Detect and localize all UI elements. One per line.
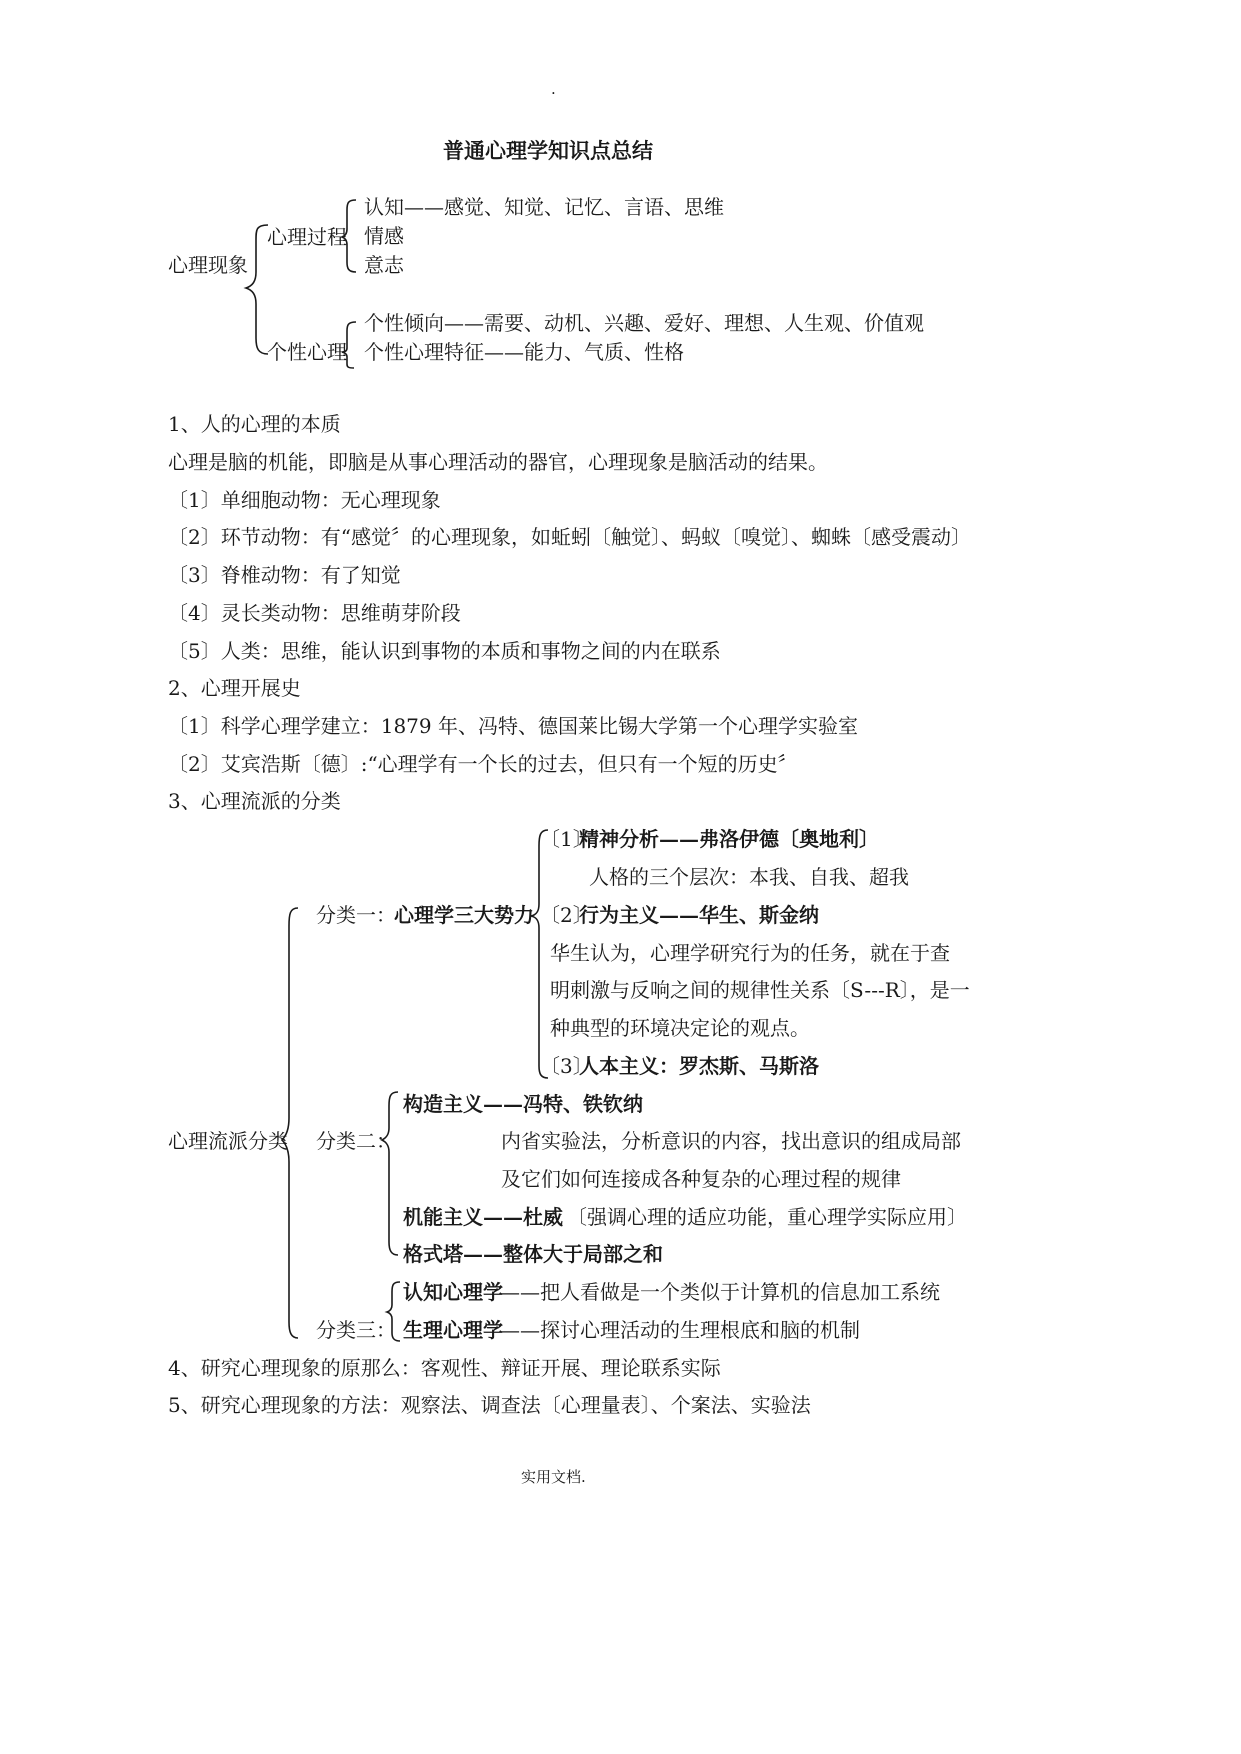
cat1-item2-desc: 明刺激与反响之间的规律性关系〔S---R〕，是一 (550, 978, 970, 1002)
cat1-item2-title: 行为主义——华生、斯金纳 (579, 903, 819, 927)
cat1-prefix: 分类一： (316, 903, 396, 927)
section3-heading: 3、心理流派的分类 (168, 789, 341, 813)
cat3-item1-desc: ——把人看做是一个类似于计算机的信息加工系统 (500, 1280, 940, 1304)
cat2-prefix: 分类二： (316, 1129, 396, 1153)
tree1-personality-item: 个性心理特征——能力、气质、性格 (364, 340, 684, 364)
cat1-item3-title: 人本主义：罗杰斯、马斯洛 (579, 1054, 819, 1078)
section2-heading: 2、心理开展史 (168, 676, 301, 700)
cat2-item2-note: 〔强调心理的适应功能，重心理学实际应用〕 (567, 1205, 967, 1229)
brace-cat1 (531, 830, 548, 1078)
section1-item: 〔3〕脊椎动物：有了知觉 (168, 563, 401, 587)
section1-item: 〔1〕单细胞动物：无心理现象 (168, 488, 441, 512)
section1-item: 〔5〕人类：思维，能认识到事物的本质和事物之间的内在联系 (168, 639, 721, 663)
cat1-item1-num: 〔1〕 (540, 827, 593, 851)
cat2-item1-desc: 及它们如何连接成各种复杂的心理过程的规律 (501, 1167, 901, 1191)
cat1-item2-desc: 种典型的环境决定论的观点。 (550, 1016, 810, 1040)
cat1-item1-desc: 人格的三个层次：本我、自我、超我 (589, 865, 909, 889)
brace-root-tree1 (246, 225, 268, 354)
cat1-item3-num: 〔3〕 (540, 1054, 593, 1078)
section1-item: 〔4〕灵长类动物：思维萌芽阶段 (168, 601, 461, 625)
cat2-item3-title: 格式塔——整体大于局部之和 (403, 1242, 663, 1266)
tree1-process-item: 情感 (364, 224, 404, 248)
section1-heading: 1、人的心理的本质 (168, 412, 341, 436)
cat2-item1-title: 构造主义——冯特、铁钦纳 (403, 1092, 643, 1116)
cat3-item2-desc: ——探讨心理活动的生理根底和脑的机制 (500, 1318, 860, 1342)
tree1-process-item: 意志 (364, 253, 404, 277)
brace-root-sec3 (282, 908, 298, 1338)
section1-intro: 心理是脑的机能，即脑是从事心理活动的器官，心理现象是脑活动的结果。 (168, 450, 828, 474)
cat1-item2-num: 〔2〕 (540, 903, 593, 927)
page-title: 普通心理学知识点总结 (443, 138, 653, 163)
cat3-item1-title: 认知心理学 (403, 1280, 503, 1304)
header-dot: . (551, 80, 556, 98)
cat1-item1-title: 精神分析——弗洛伊德〔奥地利〕 (579, 827, 879, 851)
brace-cat2 (382, 1092, 398, 1255)
cat3-prefix: 分类三： (316, 1318, 396, 1342)
cat3-item2-title: 生理心理学 (403, 1318, 503, 1342)
section1-item: 〔2〕环节动物：有“感觉〞的心理现象，如蚯蚓〔触觉〕、蚂蚁〔嗅觉〕、蜘蛛〔感受震动〕 (168, 525, 971, 549)
page-footer: 实用文档. (521, 1468, 586, 1486)
section5-text: 5、研究心理现象的方法：观察法、调查法〔心理量表〕、个案法、实验法 (168, 1393, 811, 1417)
cat2-item2-title: 机能主义——杜威 (403, 1205, 563, 1229)
tree1-process-label: 心理过程 (267, 225, 347, 249)
tree1-root: 心理现象 (168, 253, 248, 277)
tree1-process-item: 认知——感觉、知觉、记忆、言语、思维 (364, 195, 724, 219)
section3-root: 心理流派分类 (168, 1129, 288, 1153)
cat1-label: 心理学三大势力 (394, 903, 534, 927)
section2-item: 〔2〕艾宾浩斯〔德〕:“心理学有一个长的过去，但只有一个短的历史〞 (168, 752, 798, 776)
cat2-item1-desc: 内省实验法，分析意识的内容，找出意识的组成局部 (501, 1129, 961, 1153)
section2-item: 〔1〕科学心理学建立：1879 年、冯特、德国莱比锡大学第一个心理学实验室 (168, 714, 858, 738)
section4-text: 4、研究心理现象的原那么：客观性、辩证开展、理论联系实际 (168, 1356, 721, 1380)
tree1-personality-item: 个性倾向——需要、动机、兴趣、爱好、理想、人生观、价值观 (364, 311, 924, 335)
tree1-personality-label: 个性心理 (267, 340, 347, 364)
cat1-item2-desc: 华生认为，心理学研究行为的任务，就在于查 (550, 941, 950, 965)
